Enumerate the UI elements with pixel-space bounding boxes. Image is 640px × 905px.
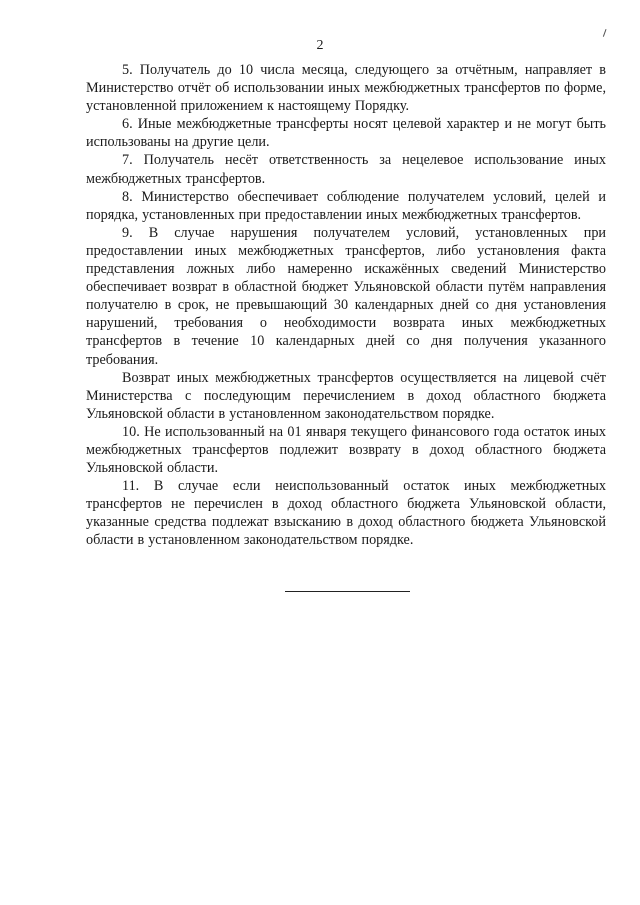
paragraph-6: 6. Иные межбюджетные трансферты носят целевой характер и не могут быть использованы на другие цели. [86, 116, 606, 151]
closing-divider [285, 591, 410, 592]
paragraph-11: 11. В случае если неиспользованный остаток иных межбюджетных трансфертов не перечислен в доход областного бюджета Ульяновской области, указанные средства подлежат взысканию в доход областного бюджета Ульяновской области в установленном законодательством порядке. [86, 478, 606, 549]
paragraph-7: 7. Получатель несёт ответственность за нецелевое использование иных межбюджетных трансфертов. [86, 152, 606, 187]
paragraph-9-refund: Возврат иных межбюджетных трансфертов осуществляется на лицевой счёт Министерства с последующим перечислением в доход областного бюджета Ульяновской области в установленном законодательством порядке. [86, 369, 606, 422]
paragraph-8: 8. Министерство обеспечивает соблюдение получателем условий, целей и порядка, установленных при предоставлении иных межбюджетных трансфертов. [86, 188, 606, 223]
paragraph-10: 10. Не использованный на 01 января текущего финансового года остаток иных межбюджетных трансфертов подлежит возврату в доход областного бюджета Ульяновской области. [86, 423, 606, 477]
paragraph-9: 9. В случае нарушения получателем условий, установленных при предоставлении иных межбюджетных трансфертов, либо установления факта представления ложных либо намеренно искажённых сведений Министерство обеспечивает возврат в областной бюджет Ульяновской области путём направления получателю в срок, не превышающий 30 календарных дней со дня установления нарушений, требования о необходимости возврата иных межбюджетных трансфертов в течение 10 календарных дней со дня получения указанного требования. [86, 224, 606, 368]
page-number: 2 [316, 38, 324, 53]
paragraph-5: 5. Получатель до 10 числа месяца, следующего за отчётным, направляет в Министерство отчёт об использовании иных межбюджетных трансфертов по форме, установленной приложением к настоящему Порядку. [86, 62, 606, 115]
document-body [86, 61, 606, 550]
